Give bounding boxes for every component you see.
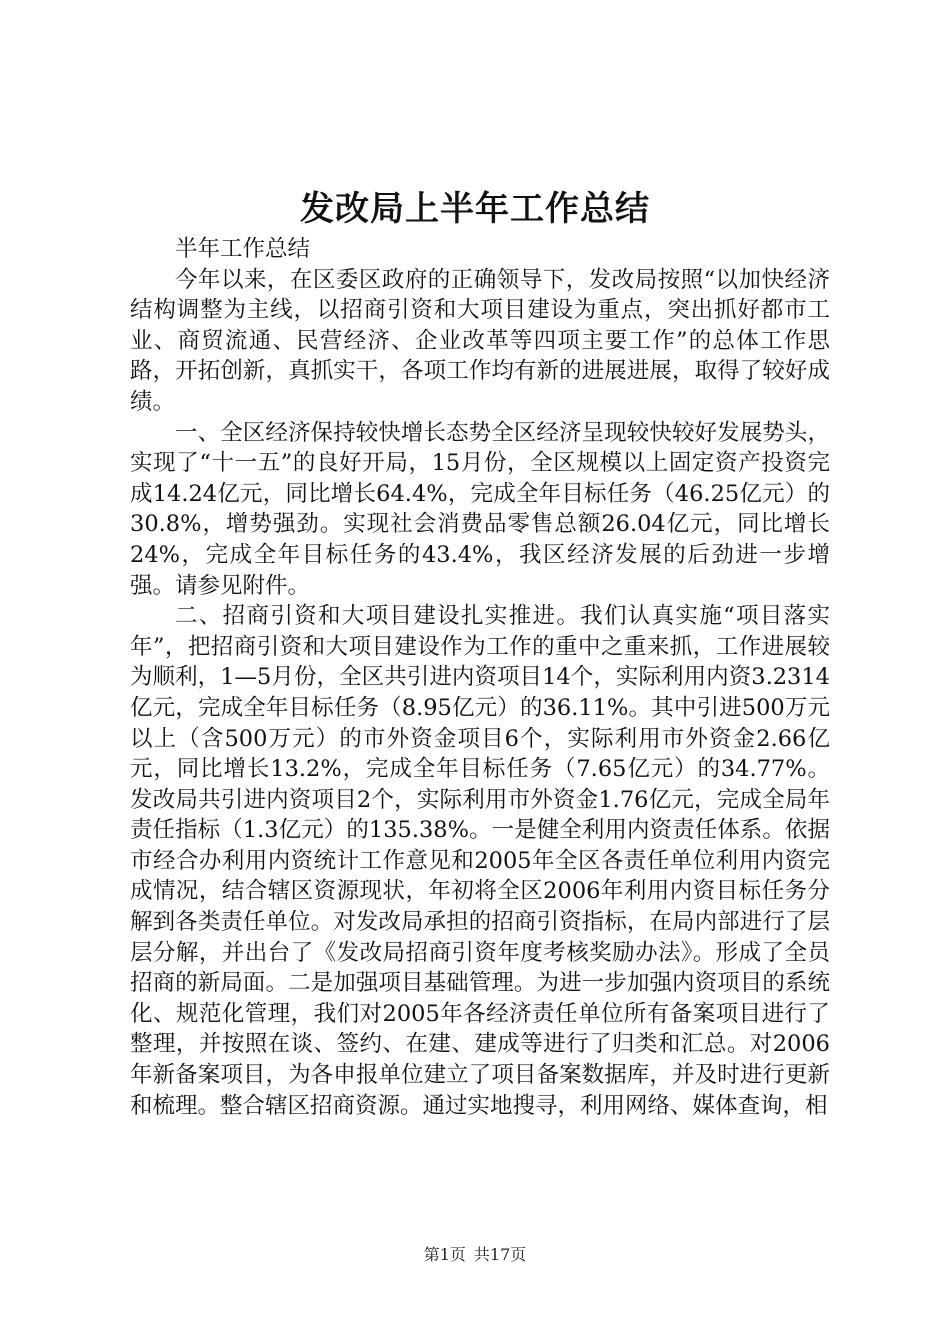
page-number-total: 共17页 xyxy=(473,1245,527,1264)
paragraph-investment: 二、招商引资和大项目建设扎实推进。我们认真实施“项目落实年”，把招商引资和大项目建设作为工作的重中之重来抓，工作进展较为顺利，1—5月份，全区共引进内资项目14个，实际利用内资3.2314亿元，完成全年目标任务（8.95亿元）的36.11%。其中引进500万元以上（含500万元）的市外资金项目6个，实际利用市外资金2.66亿元，同比增长13.2%，完成全年目标任务（7.65亿元）的34.77%。发改局共引进内资项目2个，实际利用市外资金1.76亿元，完成全局年责任指标（1.3亿元）的135.38%。一是健全利用内资责任体系。依据市经合办利用内资统计工作意见和2005年全区各责任单位利用内资完成情况，结合辖区资源现状，年初将全区2006年利用内资目标任务分解到各类责任单位。对发改局承担的招商引资指标，在局内部进行了层层分解，并出台了《发改局招商引资年度考核奖励办法》。形成了全员招商的新局面。二是加强项目基础管理。为进一步加强内资项目的系统化、规范化管理，我们对2005年各经济责任单位所有备案项目进行了整理，并按照在谈、签约、在建、建成等进行了归类和汇总。对2006年新备案项目，为各申报单位建立了项目备案数据库，并及时进行更新和梳理。整合辖区招商资源。通过实地搜寻，利用网络、媒体查询，相 xyxy=(130,603,830,1119)
page-number-current: 第1页 xyxy=(423,1245,466,1264)
paragraph-subtitle: 半年工作总结 xyxy=(175,236,311,262)
paragraph-intro: 今年以来，在区委区政府的正确领导下，发改局按照“以加快经济结构调整为主线，以招商引资和大项目建设为重点，突出抓好都市工业、商贸流通、民营经济、企业改革等四项主要工作”的总体工作思路，开拓创新，真抓实干，各项工作均有新的进展进展，取得了较好成绩。 xyxy=(130,266,830,415)
page-footer xyxy=(0,1244,950,1266)
document-title: 发改局上半年工作总结 xyxy=(300,189,650,229)
document-body xyxy=(130,234,830,1121)
paragraph-economy: 一、全区经济保持较快增长态势全区经济呈现较快较好发展势头，实现了“十一五”的良好开局，15月份，全区规模以上固定资产投资完成14.24亿元，同比增长64.4%，完成全年目标任务（46.25亿元）的30.8%，增势强劲。实现社会消费品零售总额26.04亿元，同比增长24%，完成全年目标任务的43.4%，我区经济发展的后劲进一步增强。请参见附件。 xyxy=(130,419,830,599)
